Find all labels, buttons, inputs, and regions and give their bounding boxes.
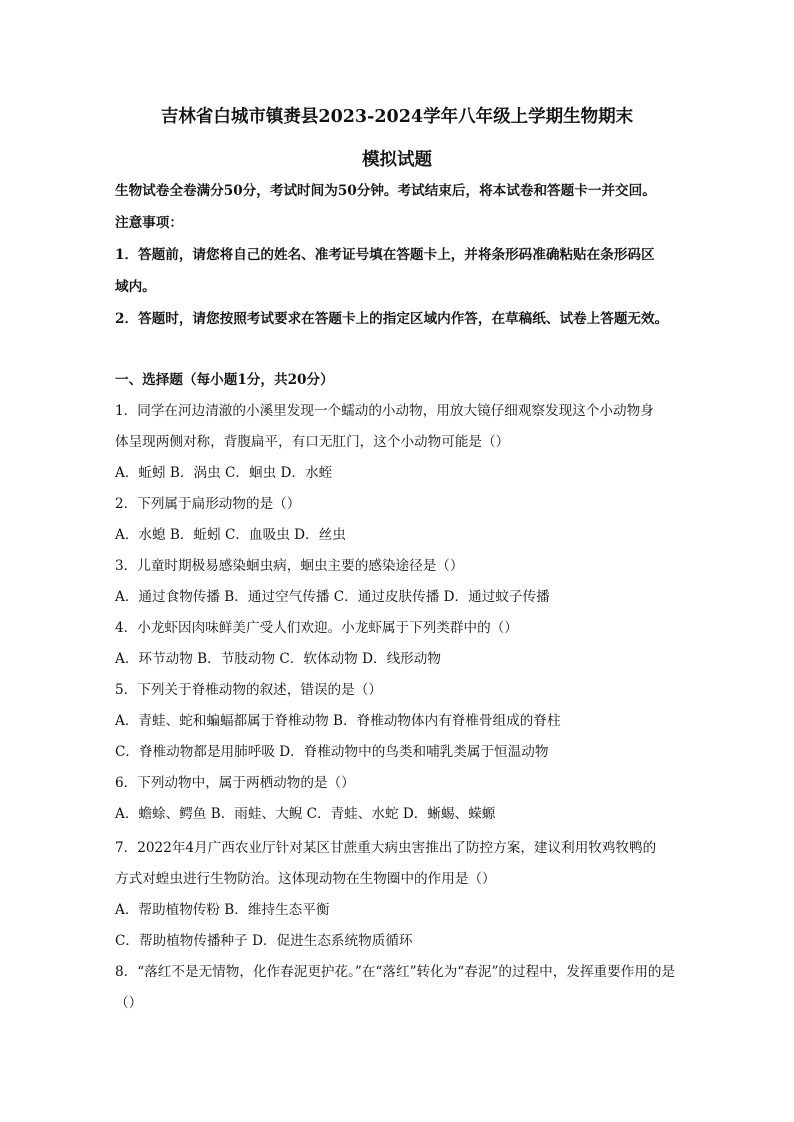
question-1-line2: 体呈现两侧对称，背腹扁平，有口无肛门，这个小动物可能是（） xyxy=(115,434,510,450)
note-1-line1: 1．答题前，请您将自己的姓名、准考证号填在答题卡上，并将条形码准确粘贴在条形码区 xyxy=(115,247,655,263)
question-3-options: A．通过食物传播 B．通过空气传播 C．通过皮肤传播 D．通过蚊子传播 xyxy=(115,589,550,605)
section-1-heading: 一、选择题（每小题1分，共20分） xyxy=(115,372,334,388)
question-7-options-line1: A．帮助植物传粉 B．维持生态平衡 xyxy=(115,902,330,918)
exam-title-line1: 吉林省白城市镇赉县2023-2024学年八年级上学期生物期末 xyxy=(160,107,634,127)
question-6: 6．下列动物中，属于两栖动物的是（） xyxy=(115,775,355,791)
question-4-options: A．环节动物 B．节肢动物 C．软体动物 D．线形动物 xyxy=(115,651,441,667)
question-6-options: A．蟾蜍、鳄鱼 B．雨蛙、大鲵 C．青蛙、水蛇 D．蜥蜴、蝾螈 xyxy=(115,806,496,822)
notes-heading: 注意事项： xyxy=(115,215,183,231)
question-2-options: A．水螅 B．蚯蚓 C．血吸虫 D．丝虫 xyxy=(115,527,346,543)
question-2: 2．下列属于扁形动物的是（） xyxy=(115,496,301,512)
question-3: 3．儿童时期极易感染蛔虫病，蛔虫主要的感染途径是（） xyxy=(115,558,464,574)
exam-intro: 生物试卷全卷满分50分，考试时间为50分钟。考试结束后，将本试卷和答题卡一并交回。 xyxy=(115,183,656,199)
question-5-options-line1: A．青蛙、蛇和蝙蝠都属于脊椎动物 B．脊椎动物体内有脊椎骨组成的脊柱 xyxy=(115,713,561,729)
note-2: 2．答题时，请您按照考试要求在答题卡上的指定区域内作答，在草稿纸、试卷上答题无效。 xyxy=(115,311,669,327)
exam-title-line2: 模拟试题 xyxy=(362,150,432,170)
question-7-line2: 方式对蝗虫进行生物防治。这体现动物在生物圈中的作用是（） xyxy=(115,871,496,887)
question-7-options-line2: C．帮助植物传播种子 D．促进生态系统物质循环 xyxy=(115,933,413,949)
question-7-line1: 7．2022年4月广西农业厅针对某区甘蔗重大病虫害推出了防控方案，建议利用牧鸡牧鸭的 xyxy=(115,840,657,856)
question-1-line1: 1．同学在河边清澈的小溪里发现一个蠕动的小动物，用放大镜仔细观察发现这个小动物身 xyxy=(115,403,654,419)
question-8-line2: （） xyxy=(115,995,143,1011)
note-1-line2: 域内。 xyxy=(115,279,156,295)
question-5: 5．下列关于脊椎动物的叙述，错误的是（） xyxy=(115,682,382,698)
question-4: 4．小龙虾因肉味鲜美广受人们欢迎。小龙虾属于下列类群中的（） xyxy=(115,620,518,636)
question-1-options: A．蚯蚓 B．涡虫 C．蛔虫 D．水蛭 xyxy=(115,465,333,481)
question-8-line1: 8．“落红不是无情物，化作春泥更护花。”在“落红”转化为“春泥”的过程中，发挥重要作用的是 xyxy=(115,964,676,980)
question-5-options-line2: C．脊椎动物都是用肺呼吸 D．脊椎动物中的鸟类和哺乳类属于恒温动物 xyxy=(115,744,549,760)
